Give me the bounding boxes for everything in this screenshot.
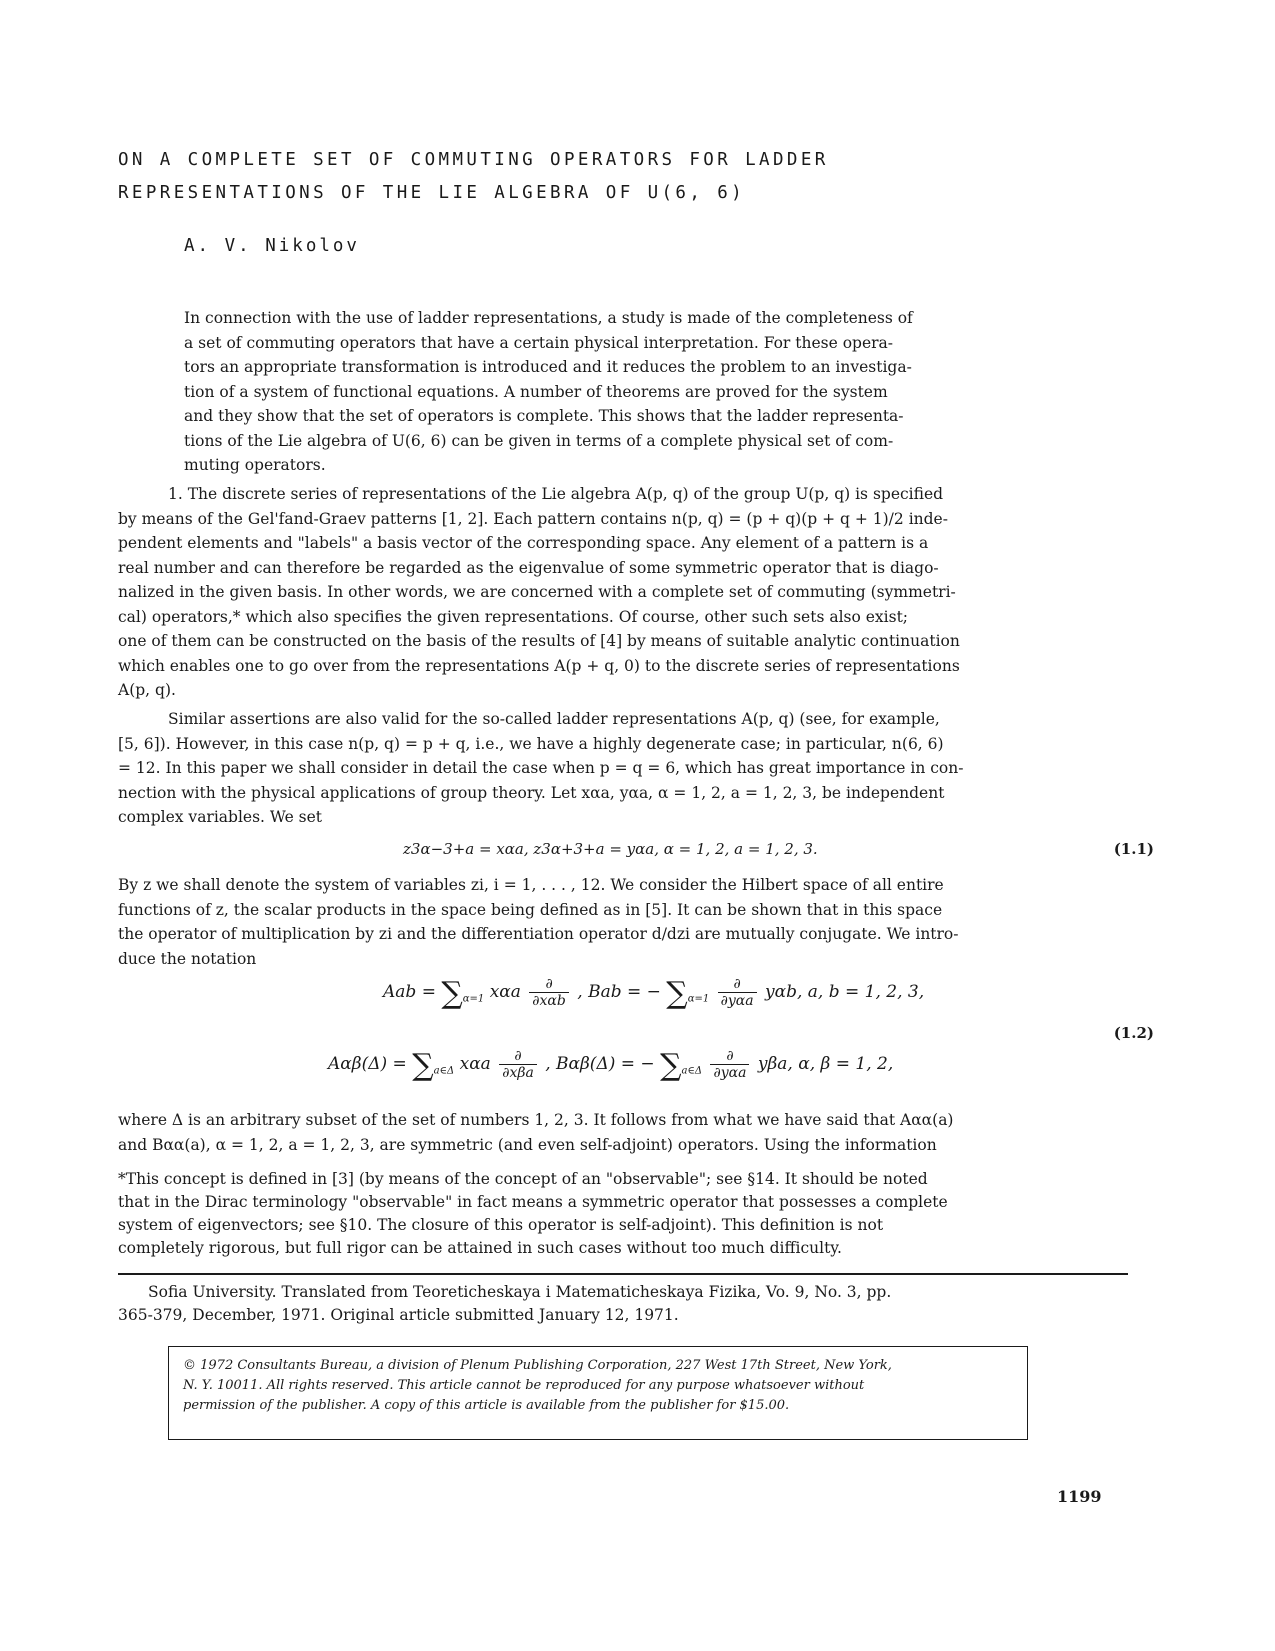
section-1-paragraph bbox=[118, 482, 1154, 703]
sum-index: α=1 bbox=[462, 993, 485, 1005]
body-line: one of them can be constructed on the basis of the results of [4] by means of suitable analytic continuation bbox=[118, 632, 960, 650]
affiliation-line: 365-379, December, 1971. Original article submitted January 12, 1971. bbox=[118, 1306, 679, 1324]
abstract-line: and they show that the set of operators is complete. This shows that the ladder representa- bbox=[184, 407, 904, 425]
abstract-line: In connection with the use of ladder representations, a study is made of the completeness of bbox=[184, 309, 913, 327]
footnote-line: that in the Dirac terminology "observable" in fact means a symmetric operator that possesses a complete bbox=[118, 1193, 948, 1211]
page-number: 1199 bbox=[1057, 1487, 1102, 1506]
footnote-line: *This concept is defined in [3] (by means of the concept of an "observable"; see §14. It should be noted bbox=[118, 1170, 928, 1188]
body-line: [5, 6]). However, in this case n(p, q) = p + q, i.e., we have a highly degenerate case; in particular, n(6, 6) bbox=[118, 734, 944, 753]
footnote bbox=[118, 1168, 1154, 1260]
equation-1-1 bbox=[118, 838, 1154, 864]
fraction-denominator: ∂yαa bbox=[713, 1065, 747, 1081]
abstract-line: muting operators. bbox=[184, 456, 326, 474]
sum-symbol-icon: ∑ bbox=[666, 976, 688, 1011]
paragraph-symmetric bbox=[118, 1108, 1154, 1157]
eq-term: , Bab = − bbox=[577, 982, 661, 1002]
affiliation-line: Sofia University. Translated from Teoreticheskaya i Matematicheskaya Fizika, Vo. 9, No. 3, pp. bbox=[148, 1283, 892, 1301]
fraction-denominator: ∂xαb bbox=[532, 993, 566, 1009]
copyright-box bbox=[168, 1346, 1028, 1440]
paper-title bbox=[118, 144, 1118, 210]
fraction bbox=[710, 1048, 749, 1081]
eq-term: yαb, a, b = 1, 2, 3, bbox=[764, 982, 925, 1002]
equation-body: z3α−3+a = xαa, z3α+3+a = yαa, α = 1, 2, a = 1, 2, 3. bbox=[403, 840, 818, 858]
equation-number: (1.2) bbox=[1113, 1024, 1154, 1042]
body-line: pendent elements and "labels" a basis vector of the corresponding space. Any element of a pattern is a bbox=[118, 534, 929, 552]
body-line: complex variables. We set bbox=[118, 808, 323, 826]
paragraph-hilbert bbox=[118, 873, 1154, 971]
body-line: by means of the Gel'fand-Graev patterns [1, 2]. Each pattern contains n(p, q) = (p + q)(p + q + 1)/2 inde- bbox=[118, 509, 948, 528]
eq-term: xαa bbox=[459, 1054, 491, 1074]
eq-term: xαa bbox=[489, 982, 521, 1002]
sum-symbol-icon: ∑ bbox=[412, 1048, 434, 1083]
eq-term: Aab = bbox=[383, 982, 442, 1002]
body-line: nection with the physical applications of group theory. Let xαa, yαa, α = 1, 2, a = 1, 2, 3, be independent bbox=[118, 783, 945, 802]
fraction-denominator: ∂xβa bbox=[502, 1065, 534, 1081]
author: A. V. Nikolov bbox=[184, 236, 360, 256]
copyright-line: N. Y. 10011. All rights reserved. This article cannot be reproduced for any purpose whatsoever without bbox=[183, 1378, 865, 1393]
fraction-numerator: ∂ bbox=[529, 976, 569, 993]
fraction-numerator: ∂ bbox=[710, 1048, 749, 1065]
eq-term: , Bαβ(Δ) = − bbox=[545, 1054, 655, 1074]
body-line: the operator of multiplication by zi and the differentiation operator d/dzi are mutually conjugate. We intro- bbox=[118, 925, 959, 943]
body-line: functions of z, the scalar products in the space being defined as in [5]. It can be shown that in this space bbox=[118, 900, 943, 919]
body-line: which enables one to go over from the representations A(p + q, 0) to the discrete series of representations bbox=[118, 656, 960, 675]
footnote-line: completely rigorous, but full rigor can be attained in such cases without too much difficulty. bbox=[118, 1239, 842, 1257]
abstract-line: tion of a system of functional equations. A number of theorems are proved for the system bbox=[184, 382, 888, 401]
copyright-line: permission of the publisher. A copy of this article is available from the publisher for $15.00. bbox=[183, 1398, 790, 1413]
sum-index: a∈Δ bbox=[433, 1065, 455, 1077]
footer-divider bbox=[118, 1273, 1128, 1275]
sum-index: a∈Δ bbox=[681, 1065, 703, 1077]
eq-term: yβa, α, β = 1, 2, bbox=[757, 1054, 894, 1074]
sum-index: α=1 bbox=[687, 993, 710, 1005]
fraction-denominator: ∂yαa bbox=[720, 993, 754, 1009]
copyright-line: © 1972 Consultants Bureau, a division of Plenum Publishing Corporation, 227 West 17th Street, New York, bbox=[183, 1358, 892, 1373]
fraction-numerator: ∂ bbox=[718, 976, 757, 993]
paragraph-ladder bbox=[118, 707, 1154, 830]
equation-1-2 bbox=[118, 968, 1154, 1108]
body-line: = 12. In this paper we shall consider in detail the case when p = q = 6, which has great importance in con- bbox=[118, 759, 964, 777]
body-line: nalized in the given basis. In other words, we are concerned with a complete set of commuting (symmetri- bbox=[118, 583, 956, 601]
equation-row bbox=[118, 968, 1154, 1028]
sum-symbol-icon: ∑ bbox=[441, 976, 463, 1011]
fraction bbox=[529, 976, 569, 1009]
eq-term: Aαβ(Δ) = bbox=[328, 1054, 413, 1074]
abstract-line: tors an appropriate transformation is introduced and it reduces the problem to an investiga- bbox=[184, 358, 912, 376]
fraction-numerator: ∂ bbox=[499, 1048, 537, 1065]
body-line: duce the notation bbox=[118, 949, 257, 968]
body-line: A(p, q). bbox=[118, 681, 176, 699]
sum-symbol-icon: ∑ bbox=[660, 1048, 682, 1083]
abstract bbox=[184, 306, 1078, 478]
footnote-line: system of eigenvectors; see §10. The closure of this operator is self-adjoint). This definition is not bbox=[118, 1216, 884, 1234]
title-line: REPRESENTATIONS OF THE LIE ALGEBRA OF U(6, 6) bbox=[118, 183, 746, 203]
body-line: real number and can therefore be regarded as the eigenvalue of some symmetric operator that is diago- bbox=[118, 558, 939, 577]
body-line: 1. The discrete series of representations of the Lie algebra A(p, q) of the group U(p, q) is specified bbox=[168, 485, 944, 503]
body-line: Similar assertions are also valid for the so-called ladder representations A(p, q) (see, for example, bbox=[168, 710, 940, 728]
affiliation bbox=[118, 1281, 1154, 1327]
abstract-line: a set of commuting operators that have a certain physical interpretation. For these opera- bbox=[184, 333, 894, 352]
fraction bbox=[718, 976, 757, 1009]
equation-number: (1.1) bbox=[1113, 840, 1154, 858]
body-line: cal) operators,* which also specifies the given representations. Of course, other such sets also exist; bbox=[118, 607, 909, 626]
equation-row bbox=[118, 1040, 1154, 1100]
body-line: and Bαα(a), α = 1, 2, a = 1, 2, 3, are symmetric (and even self-adjoint) operators. Using the information bbox=[118, 1135, 937, 1154]
title-line: ON A COMPLETE SET OF COMMUTING OPERATORS FOR LADDER bbox=[118, 150, 829, 170]
fraction bbox=[499, 1048, 537, 1081]
abstract-line: tions of the Lie algebra of U(6, 6) can be given in terms of a complete physical set of com- bbox=[184, 431, 894, 450]
body-line: where Δ is an arbitrary subset of the set of numbers 1, 2, 3. It follows from what we have said that Aαα(a) bbox=[118, 1111, 954, 1129]
body-line: By z we shall denote the system of variables zi, i = 1, . . . , 12. We consider the Hilbert space of all entire bbox=[118, 876, 944, 894]
